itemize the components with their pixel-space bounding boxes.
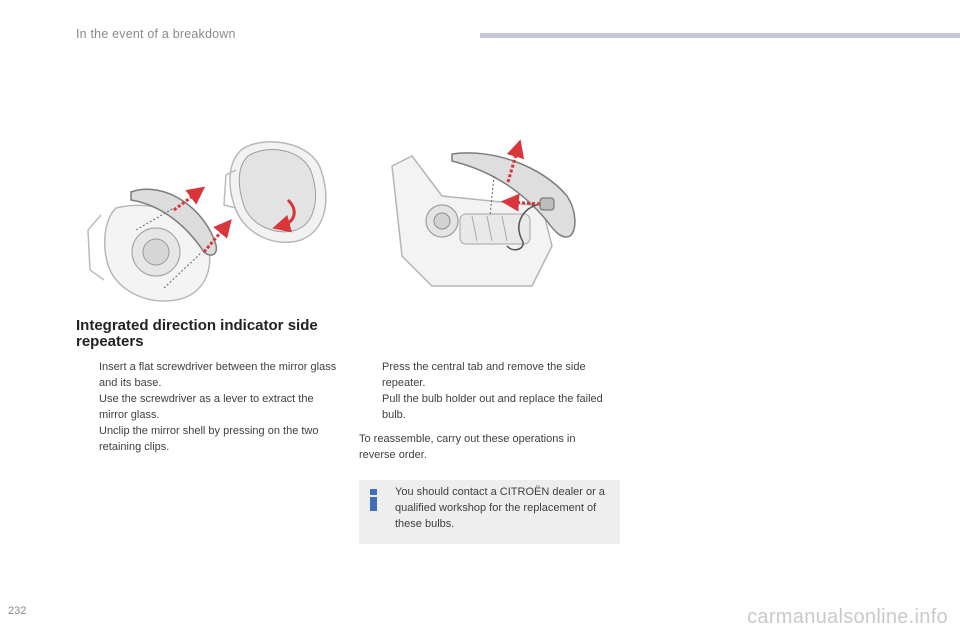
- info-note-text: You should contact a CITROËN dealer or a qualified workshop for the replacement of these bulbs.: [395, 486, 605, 530]
- reassemble-text: To reassemble, carry out these operations in reverse order.: [359, 433, 576, 461]
- steps-left-list: [76, 359, 338, 455]
- side-repeater-illustration: [382, 136, 592, 296]
- info-note: [359, 480, 620, 544]
- list-item: [76, 391, 338, 423]
- mirror-removal-illustration: [76, 130, 336, 310]
- list-item: [359, 391, 614, 423]
- step-text: Press the central tab and remove the side repeater.: [382, 361, 586, 389]
- step-text: Pull the bulb holder out and replace the failed bulb.: [382, 393, 603, 421]
- info-icon: [369, 489, 379, 511]
- list-item: [359, 359, 614, 391]
- step-text: Unclip the mirror shell by pressing on the two retaining clips.: [99, 425, 319, 453]
- section-title: Integrated direction indicator side repeaters: [76, 317, 318, 350]
- header-bar: [480, 33, 960, 38]
- header-title: In the event of a breakdown: [76, 27, 236, 41]
- list-item: [76, 423, 338, 455]
- steps-right-list: [359, 359, 614, 423]
- step-text: Insert a flat screwdriver between the mirror glass and its base.: [99, 361, 337, 389]
- watermark: carmanualsonline.info: [747, 606, 948, 628]
- list-item: [76, 359, 338, 391]
- page-number: 232: [8, 605, 27, 617]
- step-text: Use the screwdriver as a lever to extract the mirror glass.: [99, 393, 314, 421]
